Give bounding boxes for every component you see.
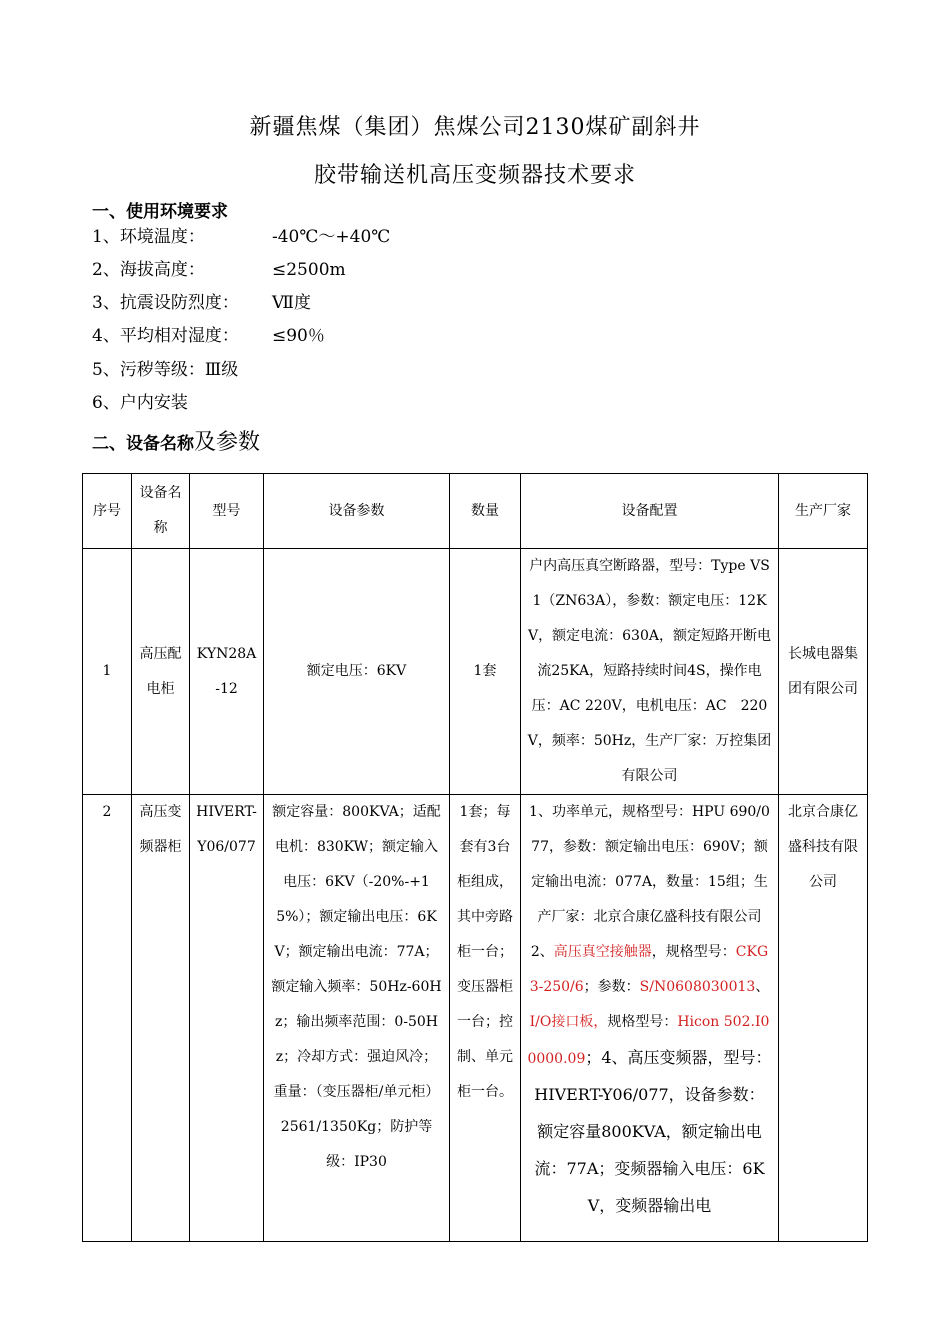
cell-qty: 1套 (450, 549, 521, 795)
config-text: ；参数： (583, 979, 640, 995)
env-label: 4、平均相对湿度： (92, 326, 239, 346)
config-text: 、 (755, 979, 770, 995)
config-text: 1、功率单元，规格型号：HPU 690/077，参数：额定输出电压：690V；额定输出电流：077A，数量：15组；生产厂家：北京合康亿盛科技有限公司2、 (529, 804, 770, 960)
cell-no: 1 (83, 549, 132, 795)
config-text: 规格型号： (607, 1014, 678, 1030)
config-red-text: I/O接口板， (529, 1014, 608, 1030)
env-value: -40℃～+40℃ (272, 227, 391, 247)
cell-config: 户内高压真空断路器，型号：Type VS1（ZN63A），参数：额定电压：12KV，额定电流：630A，额定短路开断电流25KA，短路持续时间4S，操作电压：AC 220V，电机电压：AC 220V，频率：50Hz，生产厂家：万控集团有限公司 (521, 549, 779, 795)
cell-no: 2 (83, 795, 132, 1242)
cell-name: 高压配电柜 (132, 549, 190, 795)
cell-maker: 北京合康亿盛科技有限公司 (779, 795, 868, 1242)
env-item-6 (92, 388, 188, 413)
header-params: 设备参数 (264, 474, 450, 549)
section2-rest: 及参数 (194, 430, 261, 455)
env-label: 1、环境温度： (92, 227, 205, 247)
section1-heading: 一、使用环境要求 (92, 202, 228, 222)
cell-name: 高压变频器柜 (132, 795, 190, 1242)
env-value: ≤2500m (272, 260, 346, 280)
config-red-text: Hicon 502.I00000.09 (527, 1014, 770, 1067)
cell-config (521, 795, 779, 1242)
document-title-line2: 胶带输送机高压变频器技术要求 (313, 163, 636, 188)
header-name: 设备名称 (132, 474, 190, 549)
config-text: ，规格型号： (651, 944, 736, 960)
header-model: 型号 (190, 474, 264, 549)
env-label: 6、户内安装 (92, 393, 188, 413)
header-qty: 数量 (450, 474, 521, 549)
config-red-text: 高压真空接触器 (553, 944, 652, 960)
header-config: 设备配置 (521, 474, 779, 549)
env-label: 5、污秽等级：Ⅲ级 (92, 360, 239, 380)
env-value: ≤90％ (272, 326, 325, 346)
table-row (83, 795, 868, 1242)
equipment-table (82, 473, 868, 1242)
cell-maker: 长城电器集团有限公司 (779, 549, 868, 795)
env-item-3 (92, 288, 311, 313)
env-item-1 (92, 222, 390, 247)
env-label: 3、抗震设防烈度： (92, 293, 239, 313)
env-label: 2、海拔高度： (92, 260, 205, 280)
config-red-text: CKG3-250/6 (529, 944, 769, 995)
config-text: ；4、高压变频器，型号：HIVERT-Y06/077，设备参数：额定容量800KVA，额定输出电流：77A；变频器输入电压：6KV，变频器输出电 (534, 1048, 772, 1215)
config-red-text: S/N0608030013 (639, 979, 756, 995)
cell-params: 额定容量：800KVA；适配电机：830KW；额定输入电压：6KV（-20%-+15%）；额定输出电压：6KV；额定输出电流：77A；额定输入频率：50Hz-60Hz；输出频率范围：0-50Hz；冷却方式：强迫风冷；重量：（变压器柜/单元柜）2561/1350Kg；防护等级：IP30 (264, 795, 450, 1242)
env-item-4 (92, 321, 325, 346)
table-header-row (83, 474, 868, 549)
table-row (83, 549, 868, 795)
section2-bold: 二、设备名称 (92, 434, 194, 454)
env-value: Ⅶ度 (272, 293, 311, 313)
header-maker: 生产厂家 (779, 474, 868, 549)
env-item-2 (92, 255, 346, 280)
cell-params: 额定电压：6KV (264, 549, 450, 795)
env-item-5 (92, 355, 238, 380)
document-title-line1: 新疆焦煤（集团）焦煤公司2130煤矿副斜井 (249, 115, 701, 140)
cell-model: KYN28A-12 (190, 549, 264, 795)
cell-qty: 1套；每套有3台柜组成，其中旁路柜一台；变压器柜一台；控制、单元柜一台。 (450, 795, 521, 1242)
header-no: 序号 (83, 474, 132, 549)
section2-heading (92, 425, 260, 456)
cell-model: HIVERT-Y06/077 (190, 795, 264, 1242)
